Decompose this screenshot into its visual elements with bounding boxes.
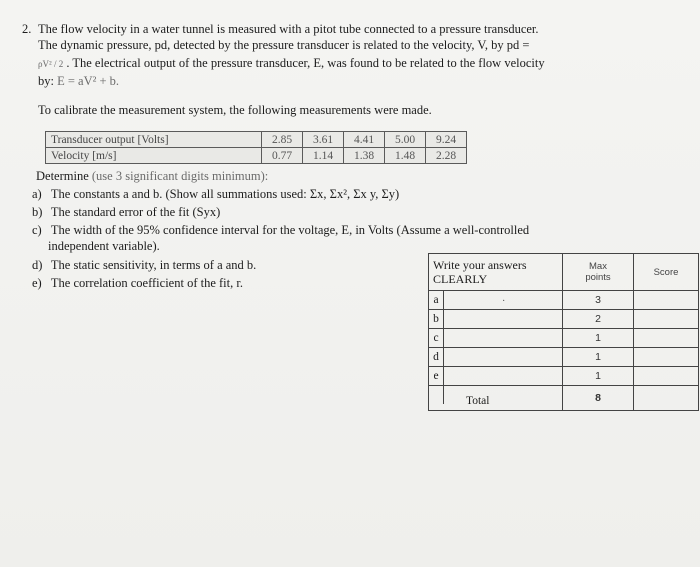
table-row [429,291,699,310]
table-cell: 4.41 [344,132,385,148]
score-table [428,253,699,411]
task-b: b) The standard error of the fit (Syx) [32,205,221,219]
part-label: a [429,291,444,309]
table-row [46,148,467,164]
intro-line-4: by: E = aV² + b. [38,74,120,88]
score-cell[interactable] [634,367,699,386]
table-cell: 9.24 [426,132,467,148]
row-header: Velocity [m/s] [46,148,262,164]
intro-line-1: The flow velocity in a water tunnel is measured with a pitot tube connected to a pressure transducer. [38,22,539,36]
row-header: Transducer output [Volts] [46,132,262,148]
stray-mark: · [502,296,506,307]
part-label: c [429,329,444,347]
table-row [429,348,699,367]
measurement-table [45,131,467,164]
table-row [46,132,467,148]
table-row [429,310,699,329]
max-points-cell: 1 [563,329,634,348]
table-cell: 5.00 [385,132,426,148]
score-cell[interactable] [634,310,699,329]
intro-line-3: ρV² / 2 . The electrical output of the pressure transducer, E, was found to be related to the flow velocity [38,56,545,70]
max-points-header: Max points [563,254,634,291]
table-cell: 3.61 [303,132,344,148]
total-label: Total [466,395,490,407]
intro-line-2: The dynamic pressure, pd, detected by the pressure transducer is related to the velocity, V, by pd = [38,38,530,52]
task-a: a) The constants a and b. (Show all summations used: Σx, Σx², Σx y, Σy) [32,187,400,201]
max-points-cell: 2 [563,310,634,329]
part-label: d [429,348,444,366]
table-cell: 1.14 [303,148,344,164]
table-cell: 0.77 [262,148,303,164]
table-cell: 1.38 [344,148,385,164]
instruction-cell: Write your answers CLEARLY [429,254,563,291]
task-e: e) The correlation coefficient of the fit, r. [32,276,243,290]
score-cell[interactable] [634,348,699,367]
task-c: c) The width of the 95% confidence interval for the voltage, E, in Volts (Assume a well-controlled [32,223,530,237]
score-cell[interactable] [634,291,699,310]
max-points-cell: 1 [563,367,634,386]
max-points-cell: 3 [563,291,634,310]
total-max-points: 8 [563,386,634,411]
score-header-row [429,254,699,291]
max-points-cell: 1 [563,348,634,367]
determine-heading: Determine (use 3 significant digits minimum): [36,169,269,183]
part-label: e [429,367,444,385]
table-cell: 2.28 [426,148,467,164]
total-row [429,386,699,411]
score-cell[interactable] [634,329,699,348]
calibration-sentence: To calibrate the measurement system, the following measurements were made. [38,103,432,117]
total-score-cell[interactable] [634,386,699,411]
table-cell: 2.85 [262,132,303,148]
question-number: 2. [22,22,32,36]
task-c-continued: independent variable). [48,239,160,253]
score-header: Score [634,254,699,291]
table-row [429,329,699,348]
fraction-term: ρV² / 2 [38,59,64,69]
table-cell: 1.48 [385,148,426,164]
table-row [429,367,699,386]
part-label: b [429,310,444,328]
task-d: d) The static sensitivity, in terms of a and b. [32,258,257,272]
